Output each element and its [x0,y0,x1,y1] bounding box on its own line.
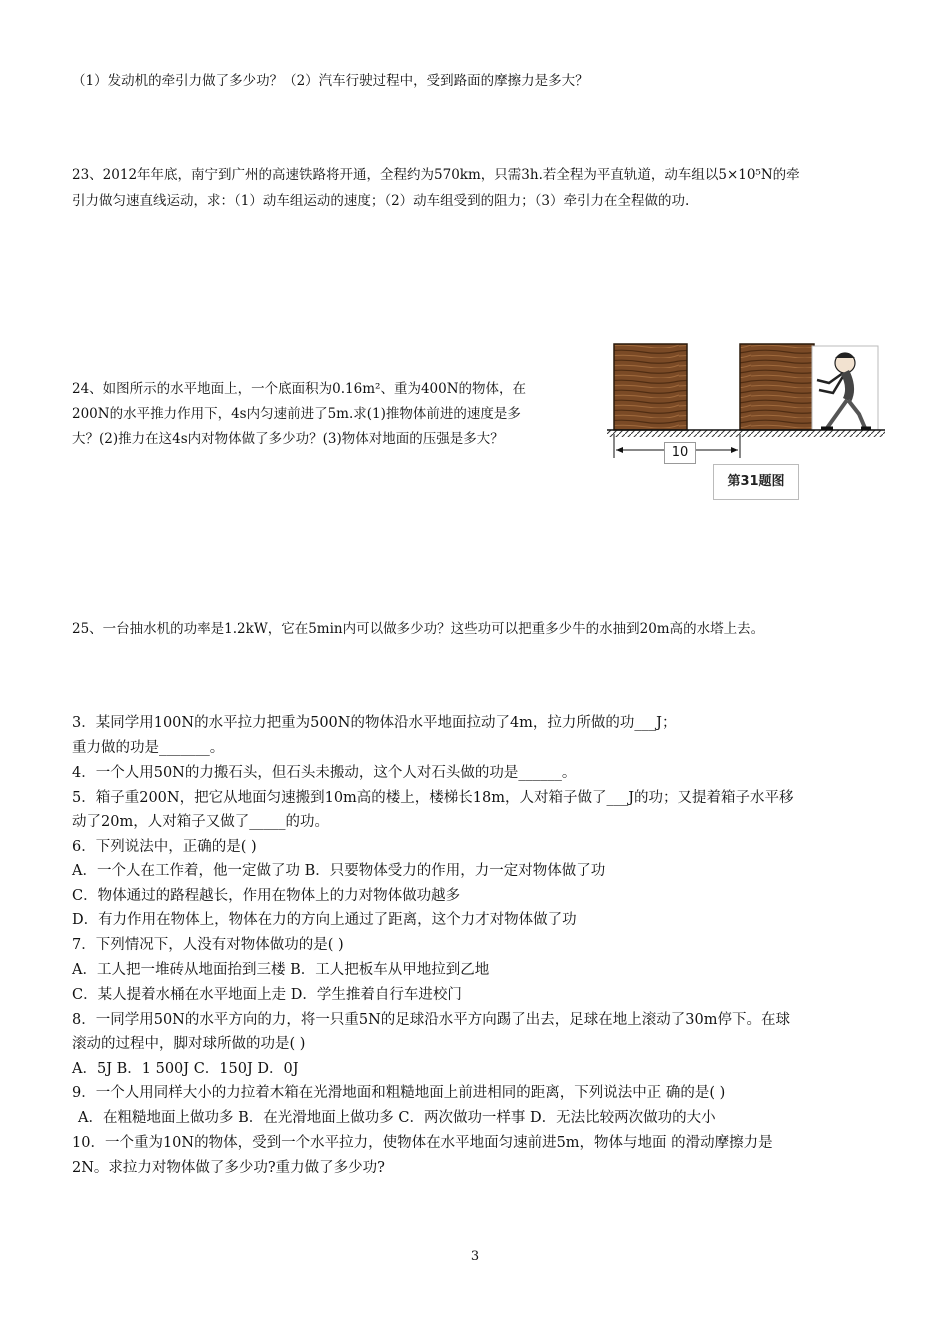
question-24-line-1: 24、如图所示的水平地面上，一个底面积为0.16m²、重为400N的物体，在 [72,381,527,397]
page-number: 3 [470,1249,480,1264]
question-23-line-1: 23、2012年年底，南宁到广州的高速铁路将开通，全程约为570km，只需3h.若全程为平直轨道，动车组以5×10⁵N的牵 [72,167,800,183]
question-6-option-d: D．有力作用在物体上，物体在力的方向上通过了距离，这个力才对物体做了功 [72,912,577,928]
question-24-line-2: 200N的水平推力作用下，4s内匀速前进了5m.求(1)推物体前进的速度是多 [72,406,521,422]
question-24-line-3: 大？(2)推力在这4s内对物体做了多少功？(3)物体对地面的压强是多大？ [72,431,504,447]
question-8-line-2: 滚动的过程中，脚对球所做的功是( ) [72,1036,306,1052]
box-left [614,344,687,430]
question-9-options: A．在粗糙地面上做功多 B．在光滑地面上做功多 C．两次做功一样事 D．无法比较两次做功的大小 [78,1110,716,1126]
question-7-options-cd: C．某人提着水桶在水平地面上走 D．学生推着自行车进校门 [72,987,462,1003]
person-pushing-icon [812,346,878,430]
question-6: 6．下列说法中，正确的是( ) [72,839,257,855]
figure-caption: 第31题图 [713,464,799,500]
question-7-options-ab: A．工人把一堆砖从地面抬到三楼 B．工人把板车从甲地拉到乙地 [72,962,490,978]
question-10-line-1: 10．一个重为10N的物体，受到一个水平拉力，使物体在水平地面匀速前进5m，物体与地面 的滑动摩擦力是 [72,1135,773,1151]
question-6-option-c: C．物体通过的路程越长，作用在物体上的力对物体做功越多 [72,888,461,904]
question-3-line-2: 重力做的功是_______。 [72,740,225,756]
question-8-line-1: 8．一同学用50N的水平方向的力，将一只重5N的足球沿水平方向踢了出去，足球在地上滚动了30m停下。在球 [72,1012,790,1028]
question-8-options: A．5J B．1 500J C．150J D．0J [72,1061,299,1077]
question-9: 9．一个人用同样大小的力拉着木箱在光滑地面和粗糙地面上前进相同的距离，下列说法中正 确的是( ) [72,1085,726,1101]
dimension-label: 10 [664,442,696,464]
question-23-line-2: 引力做匀速直线运动，求：（1）动车组运动的速度；（2）动车组受到的阻力；（3）牵引力在全程做的功. [72,193,690,209]
question-3-line-1: 3．某同学用100N的水平拉力把重为500N的物体沿水平地面拉动了4m，拉力所做的功___J； [72,715,677,731]
question-10-line-2: 2N。求拉力对物体做了多少功?重力做了多少功? [72,1160,385,1176]
ground [607,430,885,437]
question-6-options-ab: A．一个人在工作着，他一定做了功 B．只要物体受力的作用，力一定对物体做了功 [72,863,606,879]
question-4: 4．一个人用50N的力搬石头，但石头未搬动，这个人对石头做的功是______。 [72,765,577,781]
question-22-subparts: （1）发动机的牵引力做了多少功？（2）汽车行驶过程中，受到路面的摩擦力是多大？ [72,73,589,89]
question-5-line-2: 动了20m，人对箱子又做了_____的功。 [72,814,329,830]
box-right [740,344,814,430]
question-25: 25、一台抽水机的功率是1.2kW，它在5min内可以做多少功？这些功可以把重多少牛的水抽到20m高的水塔上去。 [72,621,765,637]
question-5-line-1: 5．箱子重200N，把它从地面匀速搬到10m高的楼上，楼梯长18m，人对箱子做了___J的功；又提着箱子水平移 [72,790,794,806]
question-7: 7．下列情况下，人没有对物体做功的是( ) [72,937,344,953]
